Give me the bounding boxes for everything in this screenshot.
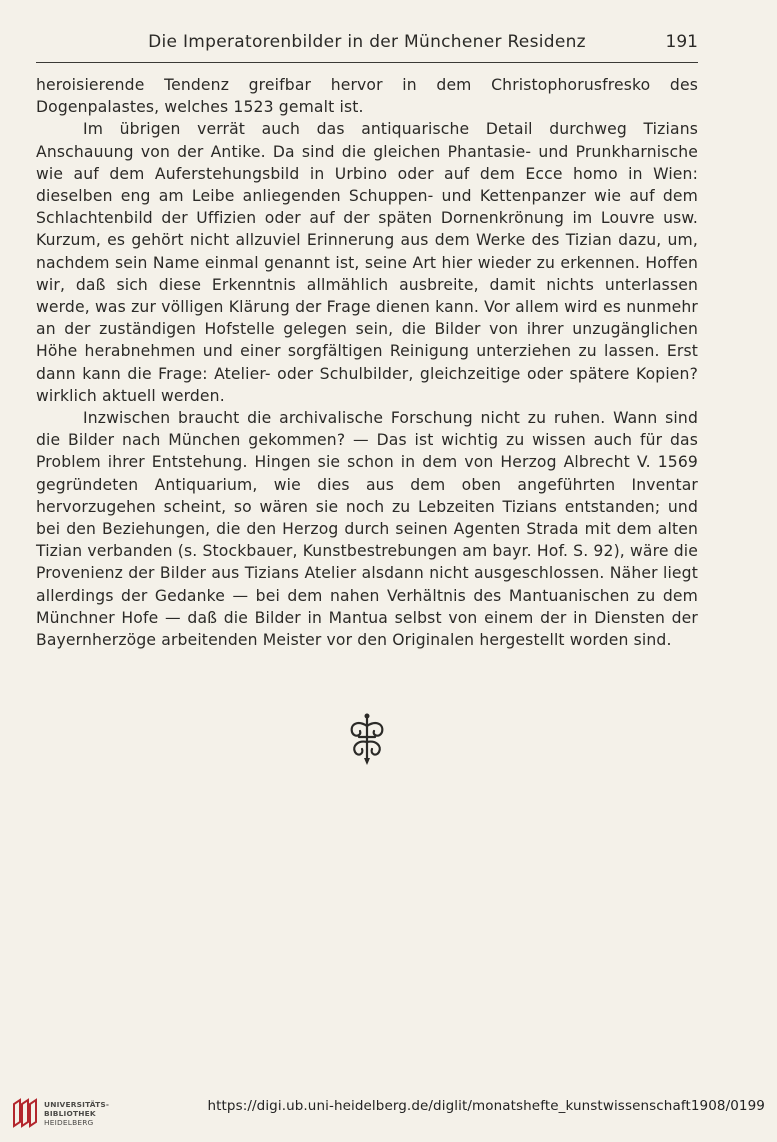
running-title: Die Imperatorenbilder in der Münchener Residenz [148, 32, 586, 52]
paragraph: Im übrigen verrät auch das antiquarische Detail durchweg Tizians Anschauung von der Antike. Da sind die gleichen Phantasie- und Prunkharnische wie auf dem Auferstehungsbild in Urbino oder auf dem Ecce homo in Wien: dieselben eng am Leibe anliegenden Schuppen- und Kettenpanzer wie auf dem Schlachtenbild der Uffizien oder auf der späten Dornenkrönung im Louvre usw. Kurzum, es gehört nicht allzuviel Erinnerung aus dem Werke des Tizian dazu, um, nachdem sein Name einmal genannt ist, seine Art hier wieder zu erkennen. Hoffen wir, daß sich diese Erkenntnis allmählich ausbreite, damit nichts unterlassen werde, was zur völligen Klärung der Frage dienen kann. Vor allem wird es nunmehr an der zuständigen Hofstelle gelegen sein, die Bilder von ihrer unzugänglichen Höhe herabnehmen und einer sorgfältigen Reinigung unterziehen zu lassen. Erst dann kann die Frage: Atelier- oder Schulbilder, gleichzeitige oder spätere Kopien? wirklich aktuell werden. [36, 120, 698, 405]
source-url-link[interactable]: https://digi.ub.uni-heidelberg.de/diglit/monatshefte_kunstwissenschaft1908/0199 [207, 1098, 765, 1114]
body-text [36, 74, 698, 651]
library-name-line: UNIVERSITÄTS- [44, 1100, 110, 1109]
library-name-line: BIBLIOTHEK [44, 1109, 96, 1118]
library-name-line: HEIDELBERG [44, 1118, 94, 1127]
paragraph: heroisierende Tendenz greifbar hervor in dem Christophorusfresko des Dogenpalastes, welches 1523 gemalt ist. [36, 76, 698, 117]
paragraph: Inzwischen braucht die archivalische Forschung nicht zu ruhen. Wann sind die Bilder nach München gekommen? — Das ist wichtig zu wissen auch für das Problem ihrer Entstehung. Hingen sie schon in dem von Herzog Albrecht V. 1569 gegründeten Antiquarium, wie dies aus dem oben angeführten Inventar hervorzugehen scheint, so wären sie noch zu Lebzeiten Tizians entstanden; und bei den Beziehungen, die den Herzog durch seinen Agenten Strada mit dem alten Tizian verbanden (s. Stockbauer, Kunstbestrebungen am bayr. Hof. S. 92), wäre die Provenienz der Bilder aus Tizians Atelier alsdann nicht ausgeschlossen. Näher liegt allerdings der Gedanke — bei dem nahen Verhältnis des Mantuanischen zu dem Münchner Hofe — daß die Bilder in Mantua selbst von einem der in Diensten der Bayernherzöge arbeitenden Meister vor den Originalen hergestellt worden sind. [36, 409, 698, 650]
library-name [44, 1100, 109, 1127]
footer [0, 1086, 777, 1136]
library-logo-icon [10, 1096, 38, 1130]
running-header [36, 28, 698, 63]
fleuron-icon [344, 712, 390, 766]
page-number: 191 [665, 32, 698, 52]
